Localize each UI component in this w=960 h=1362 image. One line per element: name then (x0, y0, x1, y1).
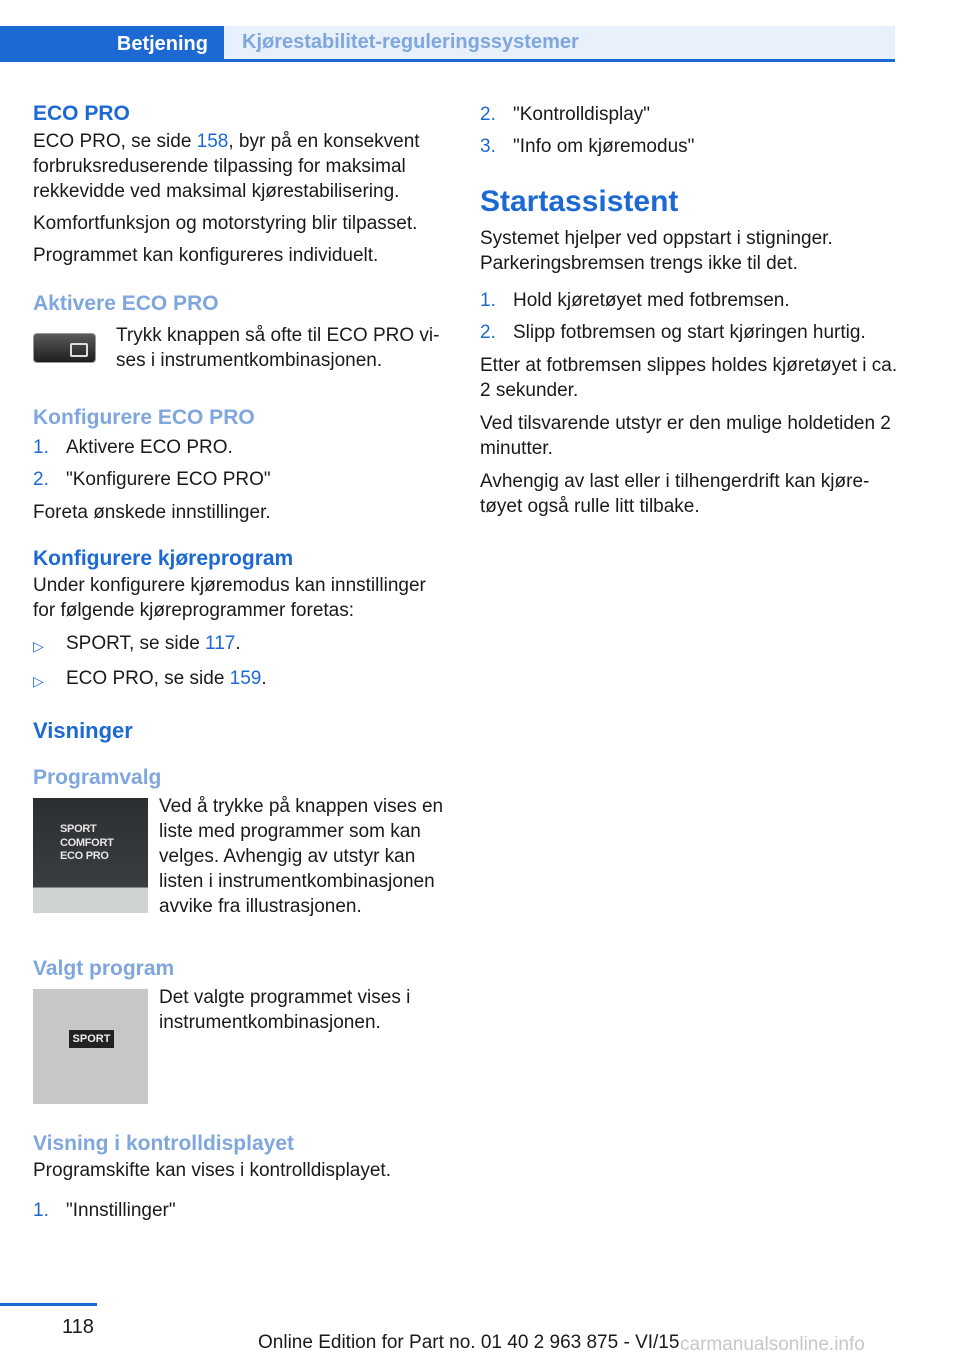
edition-text: Online Edition for Part no. 01 40 2 963 875 - VI/15 (258, 1332, 680, 1353)
footer-rule (0, 1303, 97, 1306)
selected-program-heading: Valgt program (33, 957, 175, 980)
list-item: 1. Aktivere ECO PRO. (33, 437, 233, 458)
page-number: 118 (62, 1316, 94, 1338)
start-assist-text: Systemet hjelper ved oppstart i stigninger. Parkeringsbremsen trengs ikke til det. (480, 228, 833, 274)
configure-eco-list (33, 435, 453, 492)
list-item: 2. Slipp fotbremsen og start kjøringen hurtig. (480, 322, 866, 343)
selected-program-figure (33, 985, 453, 1104)
bullet-icon: ▷ (33, 673, 44, 689)
bullet-icon: ▷ (33, 638, 44, 654)
list-item: 3. "Info om kjøremodus" (480, 136, 695, 157)
page-link-159[interactable]: 159 (229, 668, 262, 689)
program-select-text: Ved å trykke på knappen vises en liste med programmer som kan velges. Avhengig av utstyr kan listen i instrumentkombinasjonen avvike fra illustrasjonen. (159, 796, 444, 917)
selected-program-image: SPORT (33, 989, 148, 1104)
list-item: ▷ SPORT, se side 117. (33, 631, 453, 659)
page-link-117[interactable]: 117 (205, 633, 236, 654)
list-item: 2. "Konfigurere ECO PRO" (33, 469, 271, 490)
hold-time-text: Ved tilsvarende utstyr er den mulige holdetiden 2 minutter. (480, 413, 891, 459)
program-select-figure (33, 794, 453, 919)
list-item: 2. "Kontrolldisplay" (480, 104, 651, 125)
rollback-text: Avhengig av last eller i tilhengerdrift kan kjøretøyet også rulle litt tilbake. (480, 471, 870, 517)
configure-eco-heading: Konfigurere ECO PRO (33, 406, 255, 429)
drive-program-heading: Konfigurere kjøreprogram (33, 547, 294, 570)
selected-program-text: Det valgte programmet vises i instrumentkombinasjonen. (159, 987, 411, 1033)
page-link-158[interactable]: 158 (196, 131, 229, 152)
section-tab[interactable]: Betjening (0, 26, 224, 62)
control-display-list-cont (480, 102, 900, 159)
eco-pro-config-text: Programmet kan konfigureres individuelt. (33, 245, 379, 266)
list-item: 1. "Innstillinger" (33, 1200, 176, 1221)
eco-pro-heading: ECO PRO (33, 102, 130, 125)
control-display-list (33, 1198, 453, 1223)
activate-heading: Aktivere ECO PRO (33, 292, 219, 315)
page-header (0, 26, 895, 62)
right-column (480, 102, 900, 519)
drive-program-text: Under konfigurere kjøremodus kan innstillinger for følgende kjøreprogrammer foretas: (33, 575, 426, 621)
chapter-tab[interactable]: Kjørestabilitet-reguleringssystemer (224, 26, 895, 59)
eco-pro-comfort-text: Komfortfunksjon og motorstyring blir tilpasset. (33, 213, 418, 234)
watermark: carmanualsonline.info (680, 1334, 865, 1355)
drive-program-list (33, 631, 453, 694)
eco-pro-intro: ECO PRO, se side 158, byr på en konsekvent forbruksreduserende tilpassing for maksimal rekkevidde ved maksimal kjørestabilisering. (33, 131, 420, 202)
activate-text: Trykk knappen så ofte til ECO PRO vises i instrumentkombinasjonen. (116, 325, 440, 371)
start-assist-list (480, 288, 900, 345)
list-item: ▷ ECO PRO, se side 159. (33, 666, 453, 694)
control-display-text: Programskifte kan vises i kontrolldisplayet. (33, 1160, 391, 1181)
list-item: 1. Hold kjøretøyet med fotbremsen. (480, 290, 790, 311)
hold-text: Etter at fotbremsen slippes holdes kjøretøyet i ca. 2 sekunder. (480, 355, 898, 401)
program-select-heading: Programvalg (33, 766, 162, 789)
views-heading: Visninger (33, 718, 133, 743)
eco-pro-button-image (33, 333, 96, 363)
program-list-image: SPORT COMFORT ECO PRO (33, 798, 148, 913)
left-column (33, 102, 453, 1223)
start-assist-heading: Startassistent (480, 185, 679, 218)
configure-eco-after: Foreta ønskede innstillinger. (33, 502, 271, 523)
activate-figure (33, 323, 453, 373)
control-display-heading: Visning i kontrolldisplayet (33, 1132, 294, 1155)
